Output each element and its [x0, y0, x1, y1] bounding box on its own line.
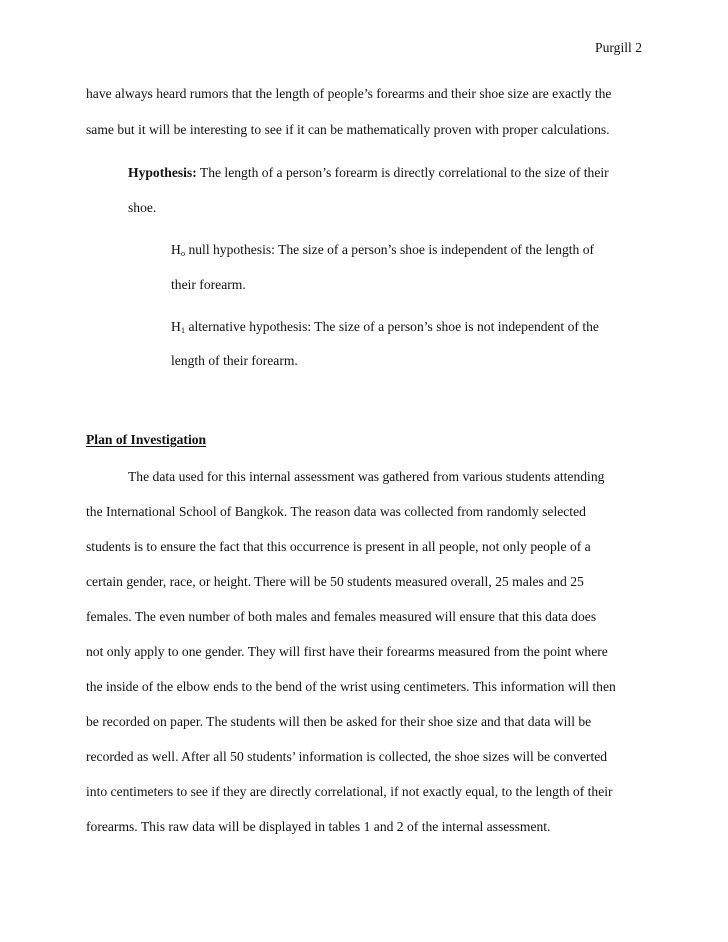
intro-line: same but it will be interesting to see if it can be mathematically proven with proper calculations.	[86, 122, 610, 137]
paragraph-line: be recorded on paper. The students will then be asked for their shoe size and that data will be	[86, 714, 592, 729]
section-heading: Plan of Investigation	[86, 432, 207, 447]
null-hypothesis-line	[171, 243, 594, 257]
paragraph-line: recorded as well. After all 50 students’ information is collected, the shoe sizes will be converted	[86, 749, 608, 764]
paragraph-line: students is to ensure the fact that this occurrence is present in all people, not only people of a	[86, 539, 591, 554]
alt-hypothesis-line	[171, 320, 599, 334]
hypothesis-text: The length of a person’s forearm is directly correlational to the size of their	[196, 165, 609, 180]
hypothesis-label: Hypothesis:	[128, 165, 197, 180]
null-hypothesis-line: their forearm.	[171, 277, 246, 292]
paragraph-line: not only apply to one gender. They will first have their forearms measured from the point where	[86, 644, 608, 659]
hypothesis-line: shoe.	[128, 200, 157, 215]
alt-hypothesis-subscript: 1	[180, 325, 186, 336]
null-hypothesis-symbol: H	[171, 242, 181, 257]
alt-hypothesis-text: alternative hypothesis: The size of a person’s shoe is not independent of the	[185, 319, 599, 334]
paragraph-line: the inside of the elbow ends to the bend of the wrist using centimeters. This information will then	[86, 679, 616, 694]
hypothesis-line	[128, 166, 609, 180]
paragraph-line: forearms. This raw data will be displayed in tables 1 and 2 of the internal assessment.	[86, 819, 551, 834]
alt-hypothesis-symbol: H	[171, 319, 181, 334]
paragraph-line: into centimeters to see if they are directly correlational, if not exactly equal, to the length of their	[86, 784, 613, 799]
paragraph-line: The data used for this internal assessment was gathered from various students attending	[128, 469, 605, 484]
running-head: Purgill 2	[595, 40, 642, 55]
intro-line: have always heard rumors that the length of people’s forearms and their shoe size are exactly the	[86, 86, 612, 101]
null-hypothesis-text: null hypothesis: The size of a person’s shoe is independent of the length of	[185, 242, 595, 257]
paragraph-line: certain gender, race, or height. There will be 50 students measured overall, 25 males and 25	[86, 574, 584, 589]
alt-hypothesis-line: length of their forearm.	[171, 353, 298, 368]
null-hypothesis-subscript: o	[180, 248, 186, 259]
paragraph-line: females. The even number of both males and females measured will ensure that this data does	[86, 609, 597, 624]
paragraph-line: the International School of Bangkok. The reason data was collected from randomly selected	[86, 504, 586, 519]
